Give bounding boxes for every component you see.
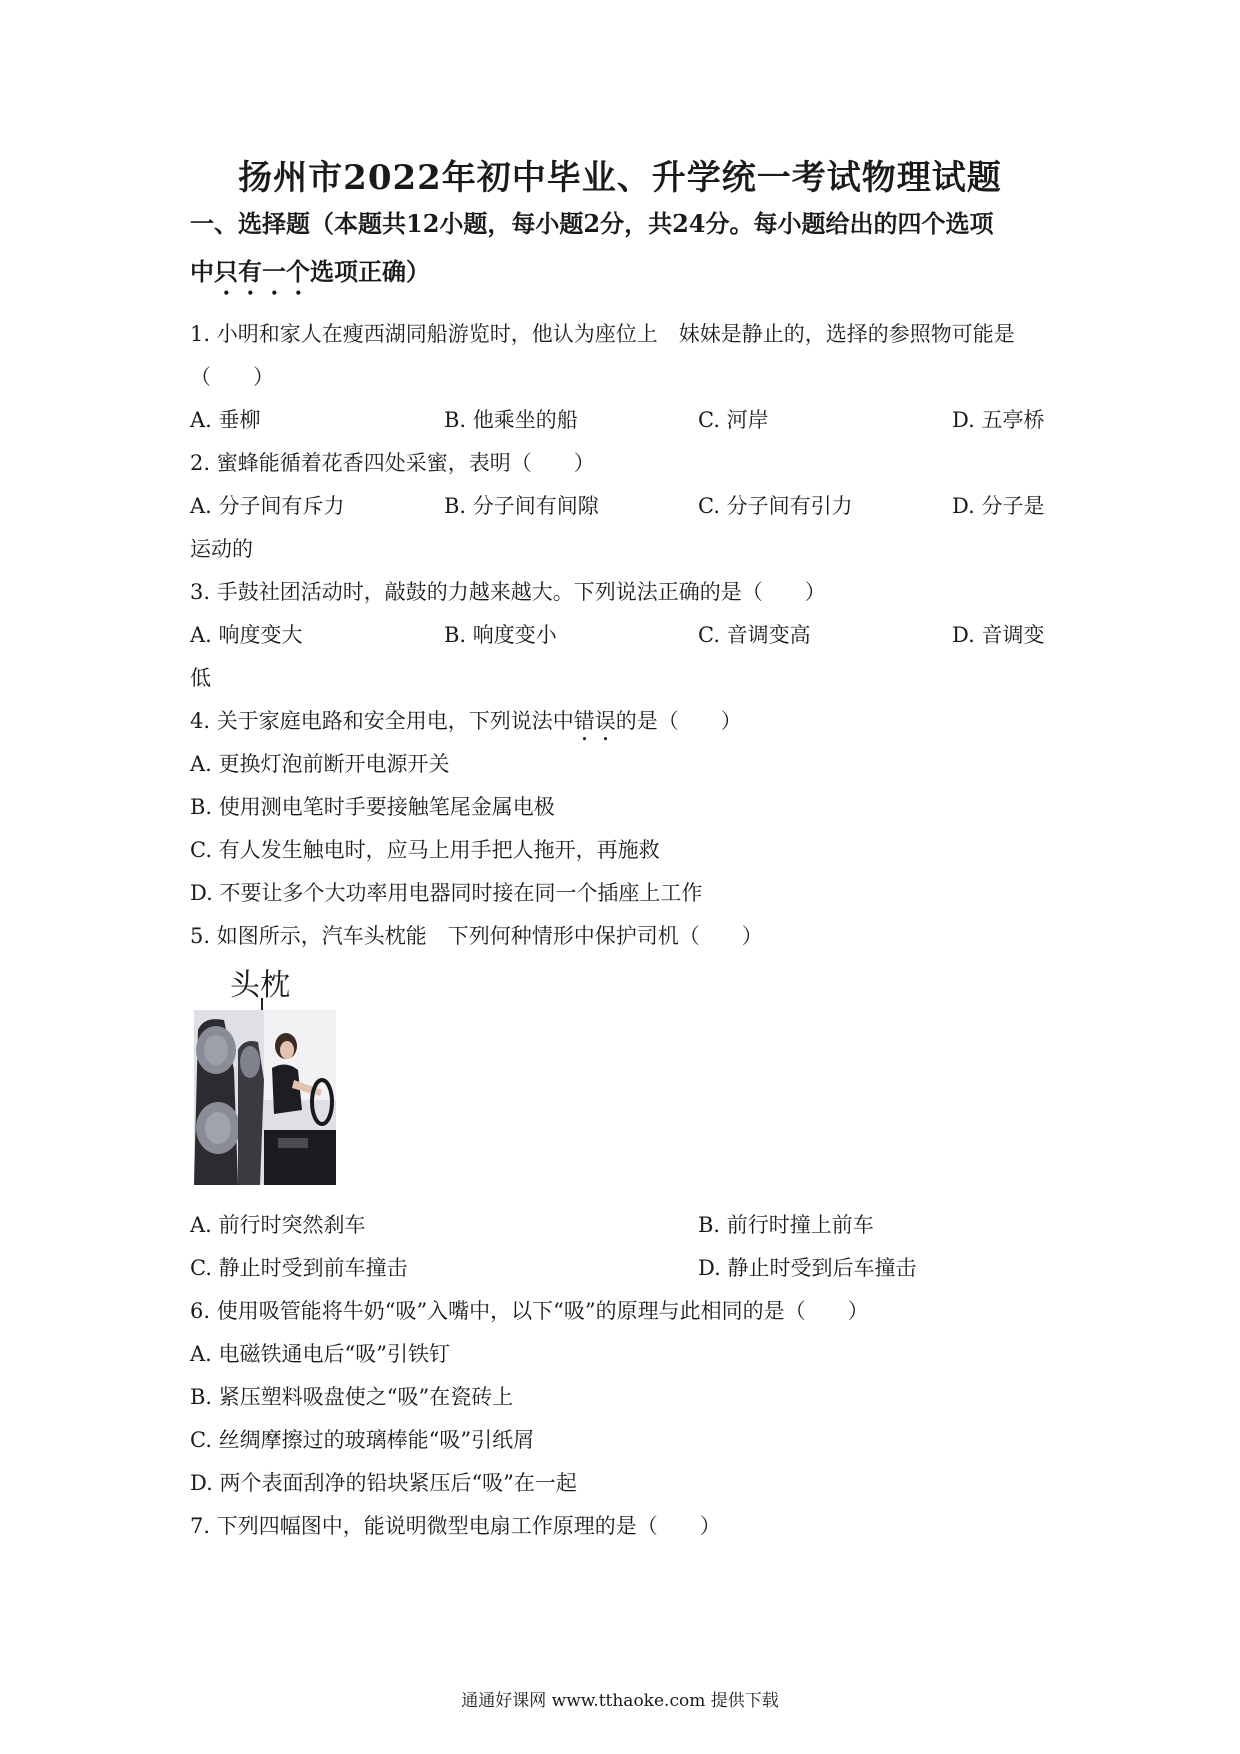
q5-option-b: B. 前行时撞上前车: [698, 1213, 874, 1237]
q6-option-c: C. 丝绸摩擦过的玻璃棒能“吸”引纸屑: [190, 1428, 535, 1452]
q5-option-d: D. 静止时受到后车撞击: [698, 1256, 917, 1280]
question-4-stem: [190, 705, 742, 746]
question-4-text: 4. 关于家庭电路和安全用电，下列说法中: [190, 709, 574, 733]
question-3-stem: 3. 手鼓社团活动时，敲鼓的力越来越大。下列说法正确的是（ ）: [190, 580, 826, 604]
q2-option-a: A. 分子间有斥力: [190, 494, 345, 518]
q3-option-a: A. 响度变大: [190, 623, 303, 647]
emphasized-text: 只有一个: [214, 257, 310, 286]
q6-option-a: A. 电磁铁通电后“吸”引铁钉: [190, 1342, 450, 1366]
q2-option-d: D. 分子是: [952, 494, 1045, 518]
q6-option-b: B. 紧压塑料吸盘使之“吸”在瓷砖上: [190, 1385, 514, 1409]
question-4-text: 的是（ ）: [615, 709, 742, 733]
q3-option-d-cont: 低: [190, 666, 211, 690]
q1-option-a: A. 垂柳: [190, 408, 261, 432]
q2-option-d-cont: 运动的: [190, 537, 253, 561]
q5-option-c: C. 静止时受到前车撞击: [190, 1256, 408, 1280]
q5-option-a: A. 前行时突然刹车: [190, 1213, 366, 1237]
question-1-stem: 1. 小明和家人在瘦西湖同船游览时，他认为座位上 妹妹是静止的，选择的参照物可能是: [190, 322, 1015, 346]
q4-option-d: D. 不要让多个大功率用电器同时接在同一个插座上工作: [190, 881, 703, 905]
question-5-stem: 5. 如图所示，汽车头枕能 下列何种情形中保护司机（ ）: [190, 924, 763, 948]
q6-option-d: D. 两个表面刮净的铅块紧压后“吸”在一起: [190, 1471, 577, 1495]
q1-option-d: D. 五亭桥: [952, 408, 1045, 432]
q4-option-b: B. 使用测电笔时手要接触笔尾金属电极: [190, 795, 555, 819]
question-6-stem: 6. 使用吸管能将牛奶“吸”入嘴中，以下“吸”的原理与此相同的是（ ）: [190, 1299, 869, 1323]
q1-option-b: B. 他乘坐的船: [444, 408, 578, 432]
q2-option-b: B. 分子间有间隙: [444, 494, 599, 518]
section-heading-line2: [190, 248, 1070, 300]
headrest-figure: [194, 960, 336, 1190]
page-footer: 通通好课网 www.tthaoke.com 提供下载: [461, 1691, 779, 1711]
emphasized-text: 错误: [573, 709, 616, 733]
section-heading-text: 选项正确）: [310, 257, 430, 286]
q4-option-a: A. 更换灯泡前断开电源开关: [190, 752, 450, 776]
q3-option-b: B. 响度变小: [444, 623, 557, 647]
car-seat-photo: [194, 1010, 336, 1185]
section-heading-text: 中: [190, 257, 214, 286]
figure-label: 头枕: [230, 968, 290, 1003]
section-heading-line1: 一、选择题（本题共12小题，每小题2分，共24分。每小题给出的四个选项: [190, 209, 994, 238]
q4-option-c: C. 有人发生触电时，应马上用手把人拖开，再施救: [190, 838, 660, 862]
question-2-stem: 2. 蜜蜂能循着花香四处采蜜，表明（ ）: [190, 451, 595, 475]
q3-option-c: C. 音调变高: [698, 623, 811, 647]
page-title: 扬州市2022年初中毕业、升学统一考试物理试题: [238, 158, 1002, 198]
q2-option-c: C. 分子间有引力: [698, 494, 853, 518]
question-7-stem: 7. 下列四幅图中，能说明微型电扇工作原理的是（ ）: [190, 1514, 721, 1538]
q1-option-c: C. 河岸: [698, 408, 769, 432]
section-heading: [190, 200, 1070, 300]
question-1-stem-cont: （ ）: [190, 365, 274, 389]
q3-option-d: D. 音调变: [952, 623, 1045, 647]
car-seat-illustration: [194, 1010, 336, 1185]
